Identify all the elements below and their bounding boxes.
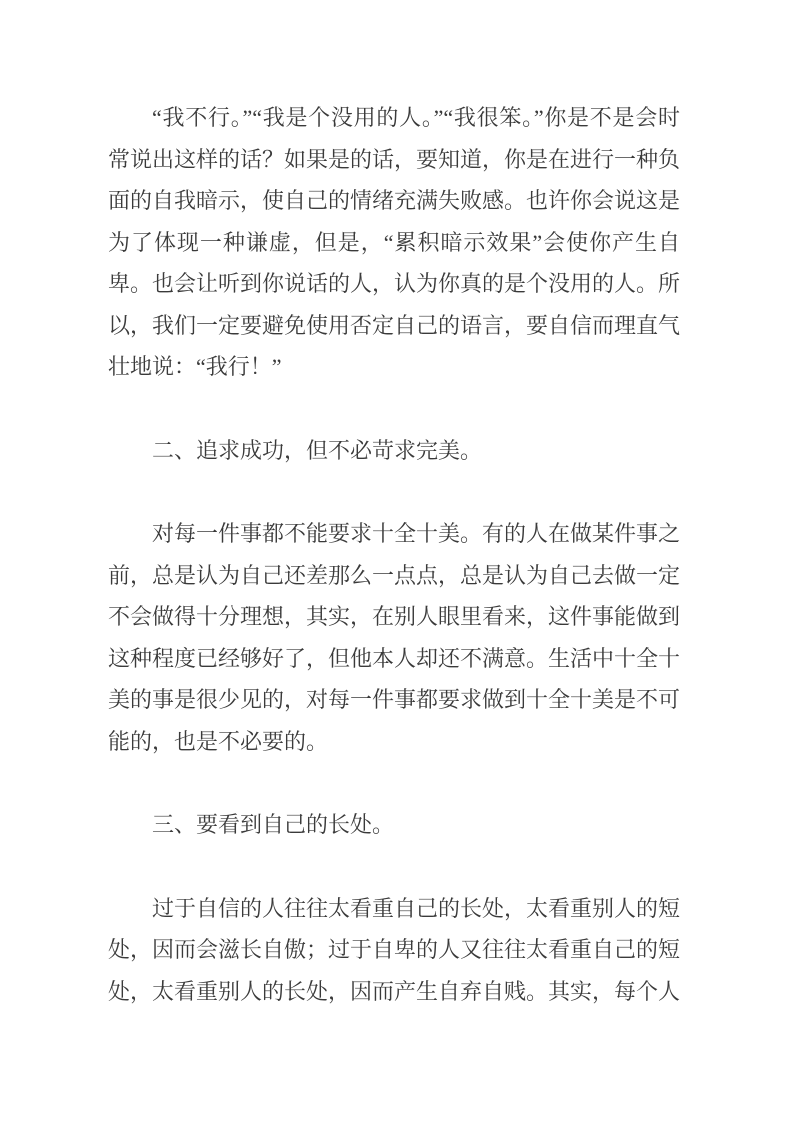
section-heading-pursue-success: 二、追求成功，但不必苛求完美。 <box>152 437 483 463</box>
document-content <box>108 97 680 1012</box>
paragraph-perfection-not-required: 对每一件事都不能要求十全十美。有的人在做某件事之前，总是认为自己还差那么一点点，总是认为自己去做一定不会做得十分理想，其实，在别人眼里看来，这件事能做到这种程度已经够好了，但他本人却还不满意。生活中十全十美的事是很少见的，对每一件事都要求做到十全十美是不可能的，也是不必要的。 <box>108 521 681 754</box>
section-heading-see-your-strengths: 三、要看到自己的长处。 <box>152 812 395 837</box>
paragraph-negative-self-suggestion: “我不行。”“我是个没用的人。”“我很笨。”你是不是会时常说出这样的话？如果是的话，要知道，你是在进行一种负面的自我暗示，使自己的情绪充满失败感。也许你会说这是为了体现一种谦虚，但是，“累积暗示效果”会使你产生自卑。也会让听到你说话的人，认为你真的是个没用的人。所以，我们一定要避免使用否定自己的语言，要自信而理直气壮地说：“我行！” <box>108 105 681 379</box>
paragraph-confidence-vs-inferiority: 过于自信的人往往太看重自己的长处，太看重别人的短处，因而会滋长自傲；过于自卑的人又往往太看重自己的短处，太看重别人的长处，因而产生自弃自贱。其实，每个人 <box>108 895 681 1004</box>
